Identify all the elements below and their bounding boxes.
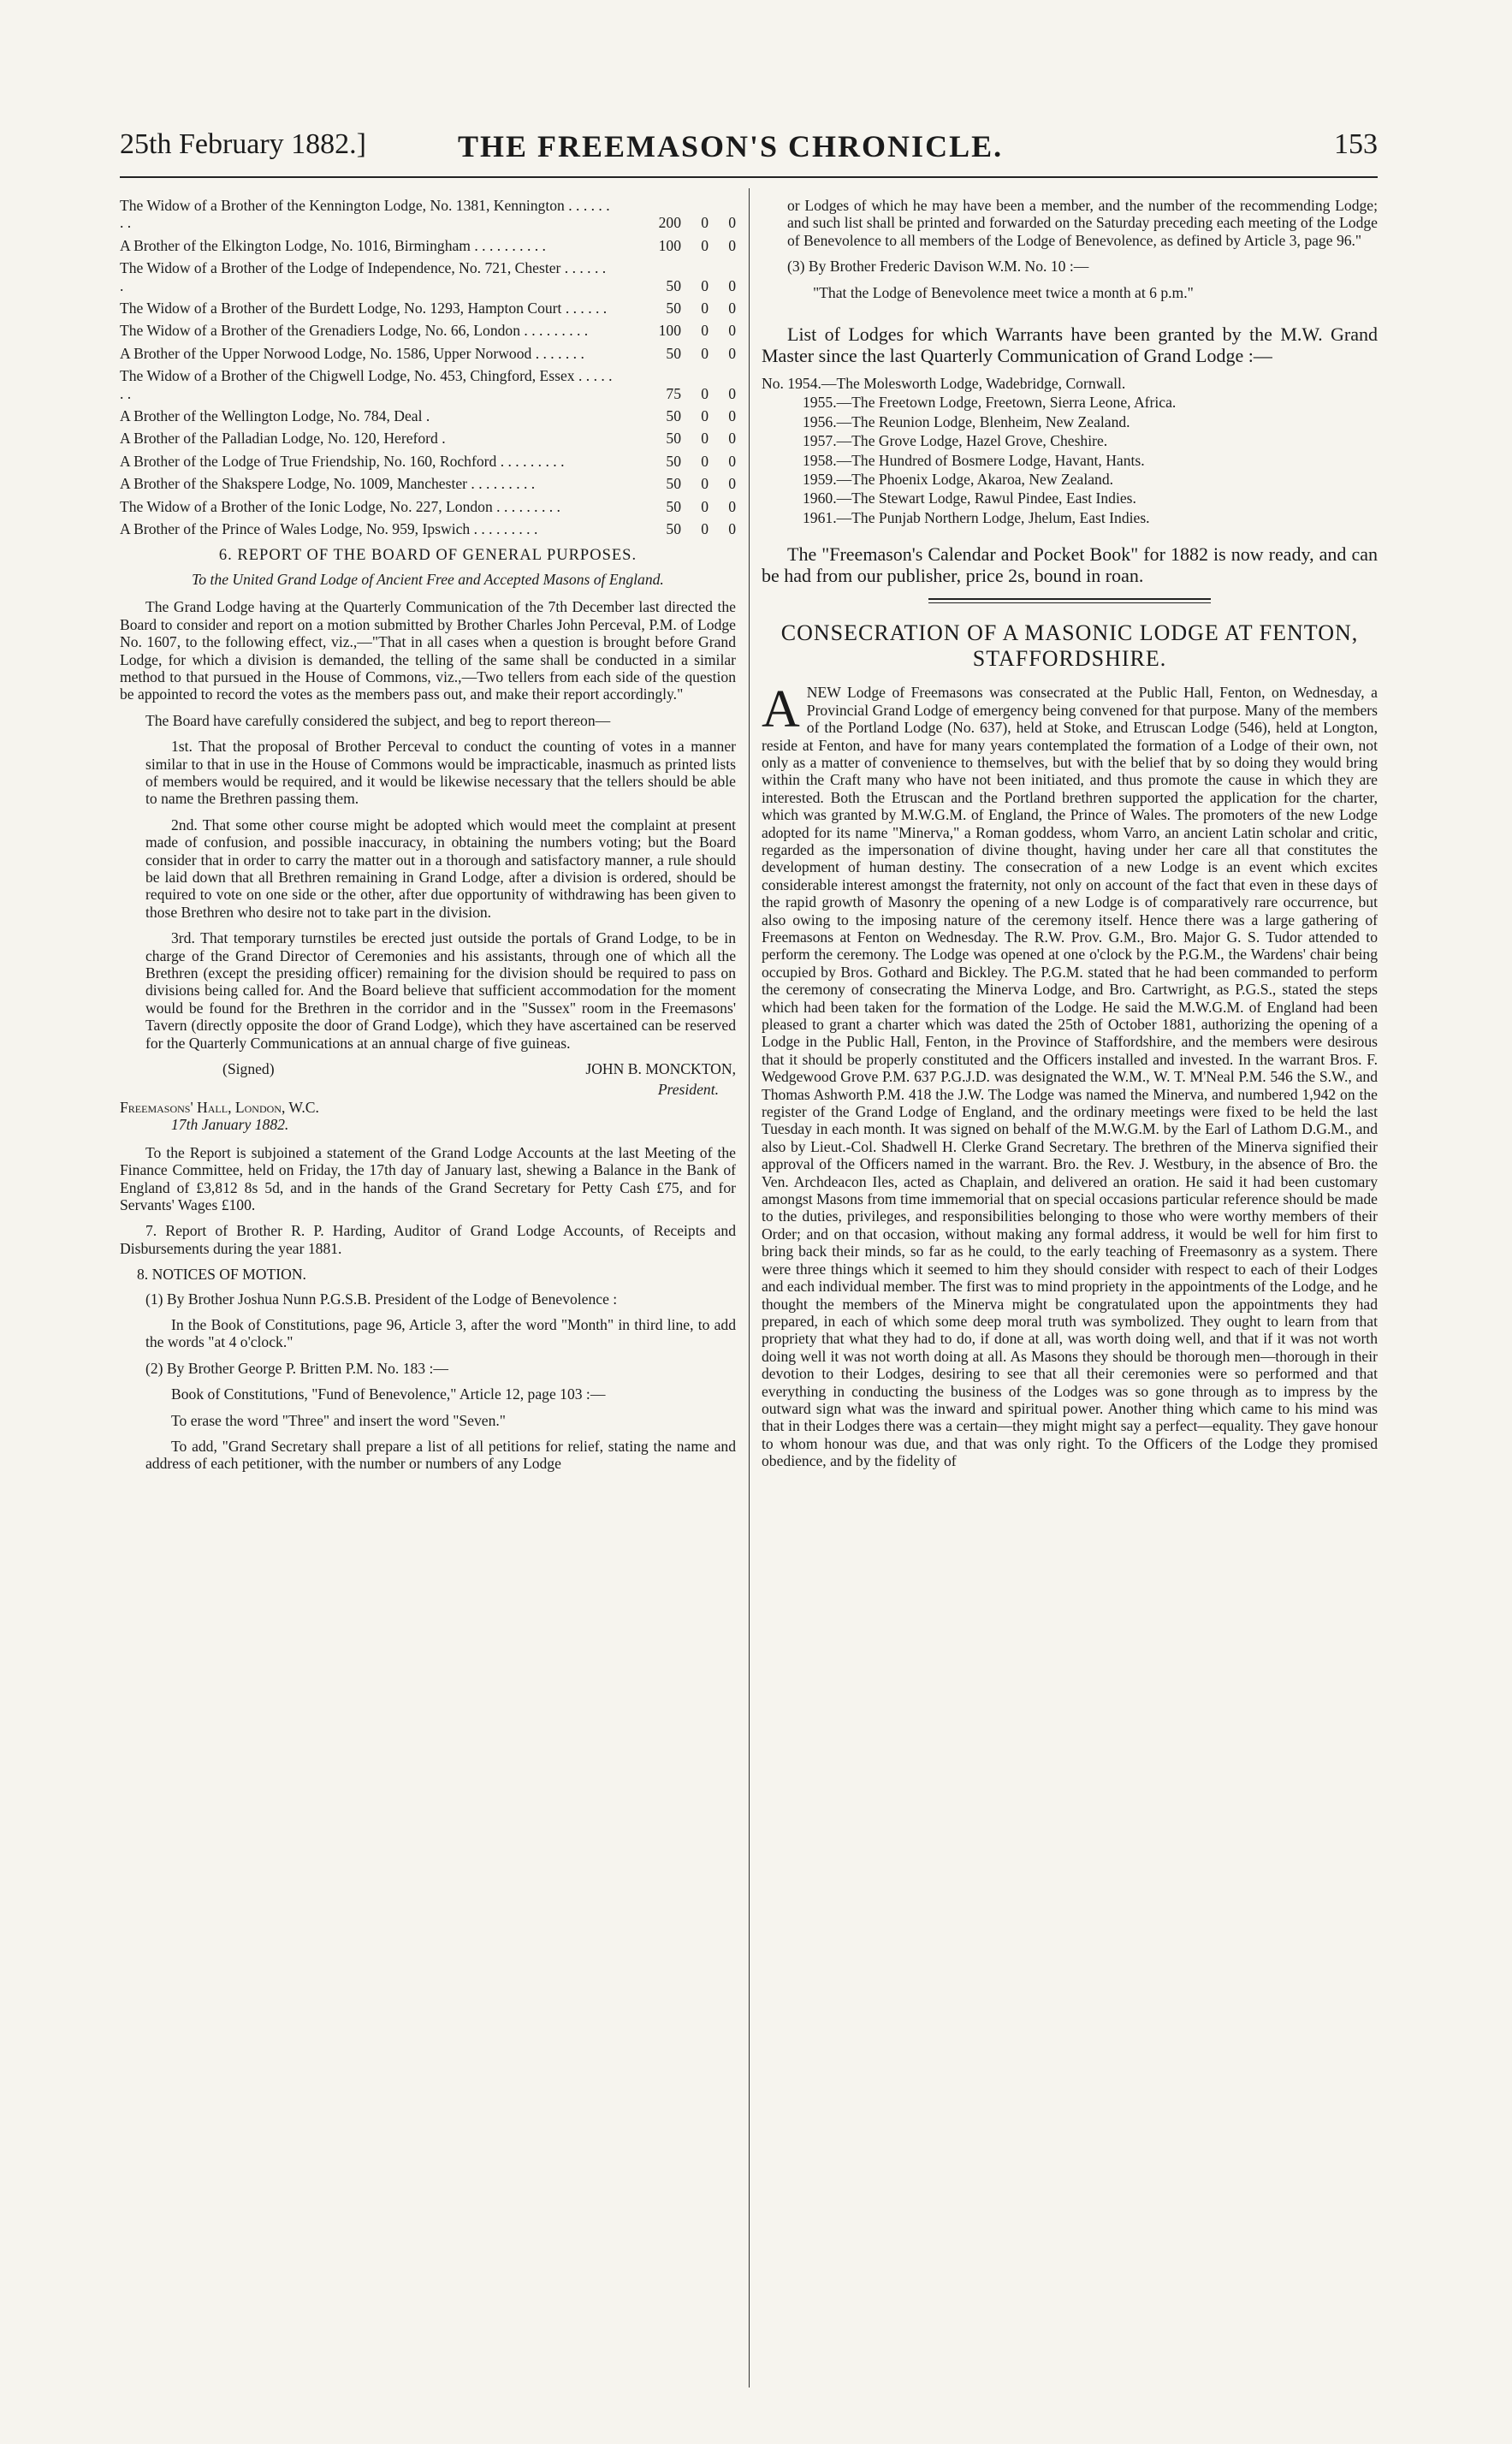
page-header: [120, 128, 1378, 173]
grant-row: A Brother of the Shakspere Lodge, No. 1009, Manchester . . . . . . . . . 50 0 0: [120, 475, 736, 493]
lodge-item: 1960.—The Stewart Lodge, Rawul Pindee, East Indies.: [803, 489, 1136, 507]
report-paragraph: The Grand Lodge having at the Quarterly Communication of the 7th December last directed the Board to consider and report on a motion submitted by Brother Charles John Perceval, P.M. of Lodge No. 1607, to the following effect, viz.,—"That in all cases when a question is brought before Grand Lodge, for which a division is demanded, the telling of the same shall be conducted in a similar method to that pursued in the House of Commons, viz.,—Two tellers from each side of the question be appointed to record the votes as the members pass out, and make their report accordingly.": [120, 598, 736, 703]
issue-date: 25th February 1882.]: [120, 128, 367, 160]
report-date: 17th January 1882.: [171, 1116, 289, 1134]
report-address: To the United Grand Lodge of Ancient Free and Accepted Masons of England.: [192, 570, 664, 588]
grant-row: A Brother of the Elkington Lodge, No. 1016, Birmingham . . . . . . . . . . 100 0 0: [120, 236, 736, 254]
motion-1-text: In the Book of Constitutions, page 96, Article 3, after the word "Month" in third line, to add the words "at 4 o'clock.": [145, 1315, 736, 1351]
grants-list: [120, 197, 736, 538]
left-column: [120, 197, 736, 1481]
lodge-item: 1956.—The Reunion Lodge, Blenheim, New Zealand.: [803, 412, 1130, 430]
lodge-item: No. 1954.—The Molesworth Lodge, Wadebridge, Cornwall.: [762, 375, 1126, 393]
calendar-notice: The "Freemason's Calendar and Pocket Book" for 1882 is now ready, and can be had from our publisher, price 2s, bound in roan.: [762, 543, 1378, 587]
right-column: [762, 197, 1378, 1479]
motion-3: (3) By Brother Frederic Davison W.M. No. 10 :—: [787, 258, 1089, 276]
grant-row: A Brother of the Prince of Wales Lodge, No. 959, Ipswich . . . . . . . . . 50 0 0: [120, 520, 736, 538]
report-paragraph: 3rd. That temporary turnstiles be erected just outside the portals of Grand Lodge, to be in charge of the Grand Director of Ceremonies and his assistants, through one of which all the Brethren (except the presiding officer) remaining for the division should be required to pass on divisions being called for. And the Board believe that sufficient accommodation for the moment would be found for the Brethren in the corridor and in the "Sussex" room in the Freemasons' Tavern (directly opposite the door of Grand Lodge), which they have ascertained can be reserved for the Quarterly Communications at an annual charge of five guineas.: [145, 929, 736, 1052]
motion-2-add: To add, "Grand Secretary shall prepare a list of all petitions for relief, stating the name and address of each petitioner, with the number or numbers of any Lodge: [145, 1437, 736, 1473]
lodge-item: 1959.—The Phoenix Lodge, Akaroa, New Zealand.: [803, 471, 1114, 489]
motion-2-erase: To erase the word "Three" and insert the word "Seven.": [171, 1411, 506, 1429]
motion-3-text: "That the Lodge of Benevolence meet twice a month at 6 p.m.": [813, 283, 1194, 301]
grant-row: The Widow of a Brother of the Lodge of Independence, No. 721, Chester . . . . . . . 50 0 0: [120, 259, 736, 294]
auditor-paragraph: 7. Report of Brother R. P. Harding, Auditor of Grand Lodge Accounts, of Receipts and Disbursements during the year 1881.: [120, 1222, 736, 1257]
signed-label: (Signed): [222, 1060, 275, 1078]
consecration-headline: CONSECRATION OF A MASONIC LODGE AT FENTON, STAFFORDSHIRE.: [780, 620, 1359, 672]
lodge-item: 1961.—The Punjab Northern Lodge, Jhelum, East Indies.: [803, 508, 1150, 526]
consecration-article: [762, 680, 1378, 1470]
report-paragraph: The Board have carefully considered the subject, and beg to report thereon—: [145, 711, 611, 729]
motions-heading: 8. NOTICES OF MOTION.: [137, 1266, 306, 1284]
finance-paragraph: To the Report is subjoined a statement of the Grand Lodge Accounts at the last Meeting of the Finance Committee, held on Friday, the 17th day of January last, shewing a Balance in the Bank of England of £3,812 8s 5d, and in the hands of the Grand Secretary for Petty Cash £75, and for Servants' Wages £100.: [120, 1143, 736, 1213]
grant-row: The Widow of a Brother of the Kennington Lodge, No. 1381, Kennington . . . . . . . . 200 0 0: [120, 197, 736, 232]
grant-row: The Widow of a Brother of the Grenadiers Lodge, No. 66, London . . . . . . . . . 100 0 0: [120, 322, 736, 340]
motion-1: (1) By Brother Joshua Nunn P.G.S.B. President of the Lodge of Benevolence :: [145, 1290, 618, 1308]
grant-row: The Widow of a Brother of the Burdett Lodge, No. 1293, Hampton Court . . . . . . 50 0 0: [120, 300, 736, 317]
header-rule: [120, 176, 1378, 178]
grant-row: The Widow of a Brother of the Ionic Lodge, No. 227, London . . . . . . . . . 50 0 0: [120, 497, 736, 515]
report-heading: 6. REPORT OF THE BOARD OF GENERAL PURPOSES.: [218, 546, 637, 564]
lodge-item: 1958.—The Hundred of Bosmere Lodge, Havant, Hants.: [803, 451, 1145, 469]
grant-row: A Brother of the Wellington Lodge, No. 784, Deal . 50 0 0: [120, 407, 736, 425]
grant-row: A Brother of the Upper Norwood Lodge, No. 1586, Upper Norwood . . . . . . . 50 0 0: [120, 344, 736, 362]
report-place: Freemasons' Hall, London, W.C.: [120, 1098, 319, 1116]
warrants-intro: List of Lodges for which Warrants have been granted by the M.W. Grand Master since the last Quarterly Communication of Grand Lodge :—: [762, 323, 1378, 367]
grant-row: The Widow of a Brother of the Chigwell Lodge, No. 453, Chingford, Essex . . . . . . . 75 0 0: [120, 367, 736, 402]
newspaper-page: [120, 128, 1378, 2388]
grant-row: A Brother of the Palladian Lodge, No. 120, Hereford . 50 0 0: [120, 430, 736, 448]
motion-2-text: Book of Constitutions, "Fund of Benevolence," Article 12, page 103 :—: [171, 1385, 606, 1403]
grant-row: A Brother of the Lodge of True Friendship, No. 160, Rochford . . . . . . . . . 50 0 0: [120, 452, 736, 470]
signature-block: [222, 1060, 736, 1077]
column-divider: [749, 188, 750, 2388]
motion-2: (2) By Brother George P. Britten P.M. No. 183 :—: [145, 1359, 448, 1377]
lodge-item: 1955.—The Freetown Lodge, Freetown, Sierra Leone, Africa.: [803, 394, 1177, 412]
consecration-text: NEW Lodge of Freemasons was consecrated at the Public Hall, Fenton, on Wednesday, a Provincial Grand Lodge of emergency being convened for that purpose. Many of the members of the Portland Lodge (No. 637), held at Stoke, and Etruscan Lodge (546), held at Longton, reside at Fenton, and have for many years contemplated the formation of a Lodge of their own, not only as a matter of convenience to themselves, but with the belief that by so doing they would bring within the Craft many who have not been initiated, and thus promote the cause in which they are interested. Both the Etruscan and the Portland brethren supported the application for the charter, which was granted by M.W.G.M. of England, the Prince of Wales. The promoters of the new Lodge adopted for its name "Minerva," a Roman goddess, whom Varro, an ancient Latin scholar and critic, regarded as the impersonation of divine thought, having under her care all that constitutes the development of human destiny. The consecration of a new Lodge is an event which excites considerable interest amongst the fraternity, not only on account of the fact that even in these days of the rapid growth of Masonry the opening of a new Lodge is of comparatively rare occurrence, but also owing to the imposing nature of the ceremony itself. Hence there was a large gathering of Freemasons at Fenton on Wednesday. The R.W. Prov. G.M., Bro. Major G. S. Tudor attended to perform the ceremony. The Lodge was opened at one o'clock by the P.G.M., the Wardens' chair being occupied by Bros. Gothard and Bickley. The P.G.M. stated that he had been commanded to perform the ceremony of consecrating the Minerva Lodge, and Bro. Cartwright, as P.G.S., stated the steps which had been taken for the formation of the Lodge. He said the M.W.G.M. of England had been pleased to grant a charter which was dated the 25th of October 1881, authorizing the opening of a Lodge in the Public Hall, Fenton, in the Province of Staffordshire, and the members were desirous that it should be properly constituted and the Officers installed and invested. In the warrant Bros. F. Wedgewood Grove P.M. 637 P.G.J.D. was designated the W.M., W. T. M'Neal P.M. 546 the S.W., and Thomas Ashworth P.M. 418 the J.W. The Lodge was named the Minerva, and numbered 1,942 on the register of the Grand Lodge of England, and the ordinary meetings were fixed to be held the last Tuesday in each month. It was signed on behalf of the M.W.G.M. by the Earl of Lathom D.G.M., and also by Lieut.-Col. Shadwell H. Clerke Grand Secretary. The brethren of the Minerva signified their approval of the Officers named in the warrant. Bro. the Rev. J. Westbury, in the absence of Bro. the Ven. Archdeacon Iles, acted as Chaplain, and delivered an oration. He said it had been customary amongst Masons from time immemorial that on special occasions particular reference should be made to the duties, privileges, and responsibilities belonging to those who were worthy members of their Order; and on that occasion, without making any formal address, it would be well for him first to bring back their minds, so far as he could, to the early teaching of Freemasonry as a system. There were three things which it seemed to him they should consider with respect to each of their Lodges and each individual member. The first was to mind propriety in the appointments of the Lodge, and he thought the members of the Minerva might be congratulated upon the appointments they had prepared, in each of which some deep moral truth was symbolized. They ought to learn from that propriety that what they had to do, if done at all, was worth doing well, and that if it was not worth doing well it was not worth doing at all. As Masons they should be thorough men—thorough in their devotion to their Lodges, desiring to see that all their ceremonies were so performed and that everything in conducting the business of the Lodges was so gone through as to impress by the outward sign what was the inward and spiritual power. Another thing which came to his mind was that in their Lodges there was a certain—they might might say a perfect—equality. They gave honour to whom honour was due, and that was only right. To the Officers of the Lodge they promised obedience, and by the fidelity of: [762, 684, 1378, 1470]
report-paragraph: 1st. That the proposal of Brother Perceval to conduct the counting of votes in a manner similar to that in use in the House of Commons would be impracticable, inasmuch as printed lists of members would be required, and it would be likewise necessary that the tellers should be able to name the Brethren passing them.: [145, 738, 736, 808]
page-number: 153: [1334, 128, 1378, 160]
section-rule: [928, 598, 1211, 603]
lodge-item: 1957.—The Grove Lodge, Hazel Grove, Cheshire.: [803, 432, 1108, 450]
signer-title: President.: [657, 1081, 719, 1099]
warrants-list: [762, 375, 1378, 526]
publication-title: THE FREEMASON'S CHRONICLE.: [458, 129, 1004, 163]
motion-2-continuation: or Lodges of which he may have been a member, and the number of the recommending Lodge; and such list shall be printed and forwarded on the Saturday preceding each meeting of the Lodge of Benevolence to all members of the Lodge of Benevolence, as defined by Article 3, page 96.": [787, 197, 1378, 249]
report-paragraph: 2nd. That some other course might be adopted which would meet the complaint at present made of confusion, and possible inaccuracy, in obtaining the numbers voting; but the Board consider that in order to carry the matter out in a thorough and satisfactory manner, a rule should be laid down that all Brethren remaining in Grand Lodge, after a division is ordered, should be required to vote on one side or the other, after due opportunity of withdrawing has been given to those Brethren who desire not to take part in the division.: [145, 816, 736, 921]
signer-name: JOHN B. MONCKTON,: [585, 1060, 736, 1078]
drop-cap: A: [762, 680, 800, 739]
